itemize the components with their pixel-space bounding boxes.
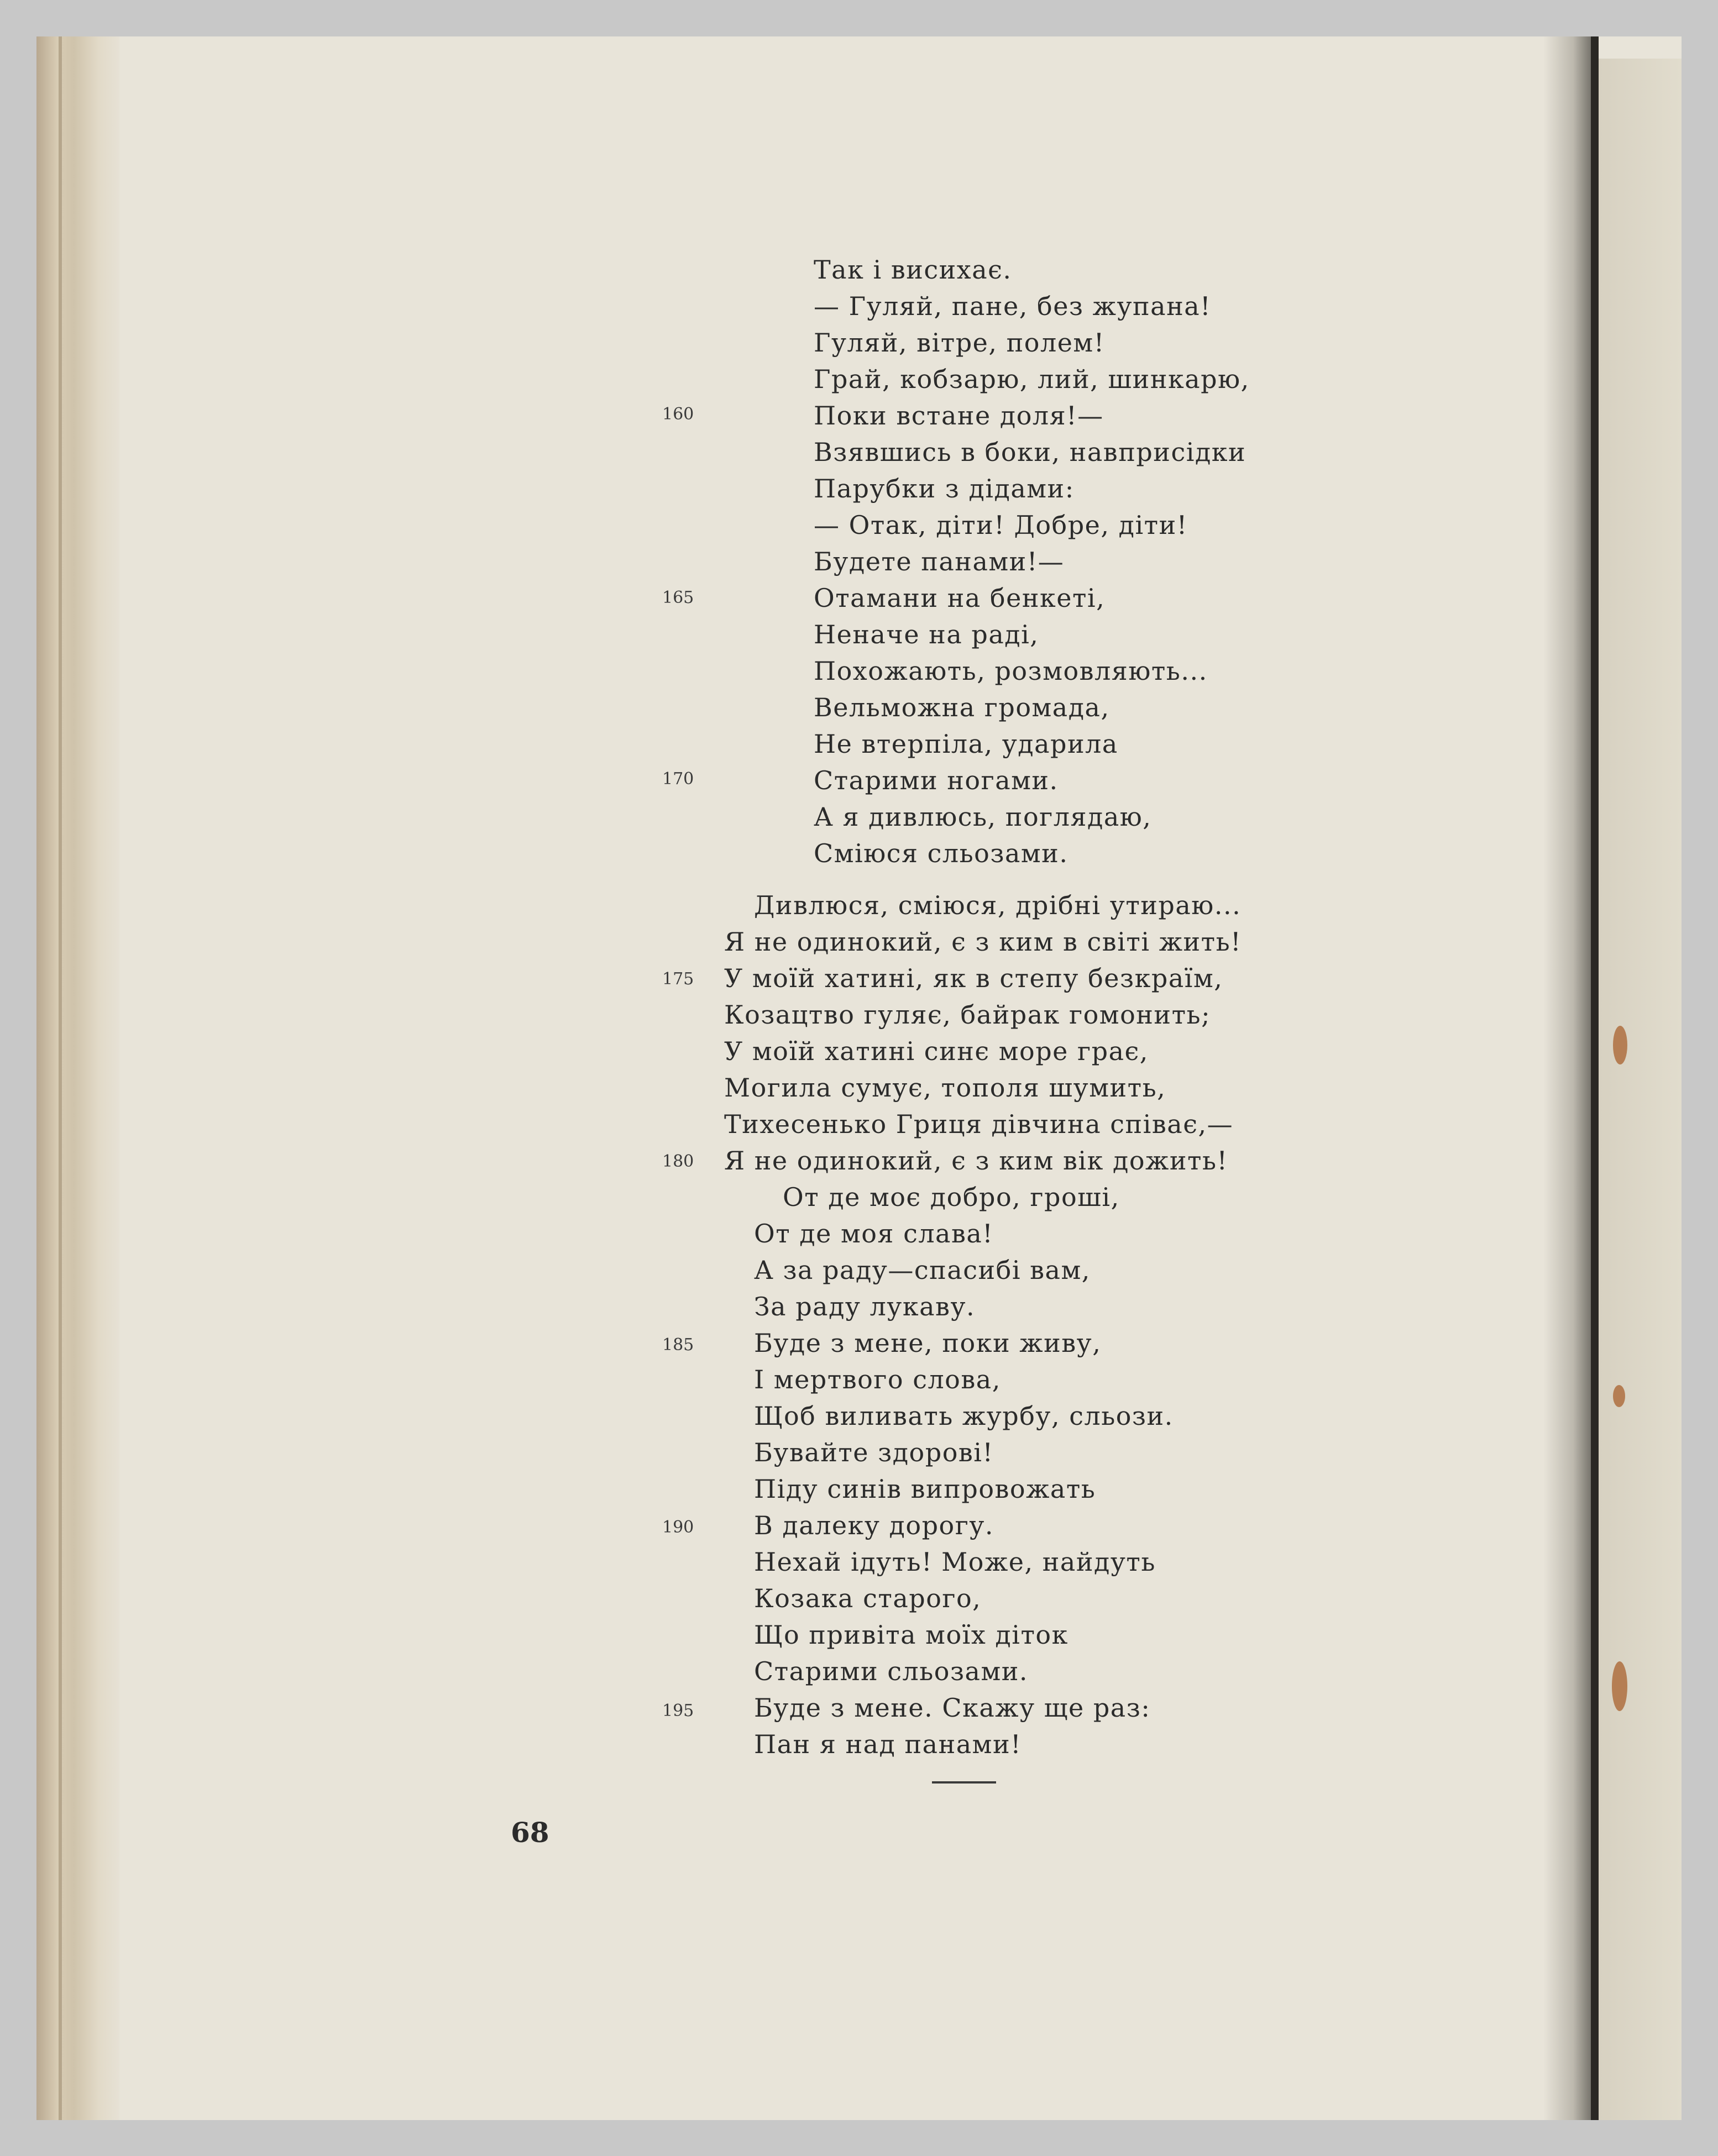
poem-line: Я не одинокий, є з ким в світі жить! bbox=[724, 927, 1242, 957]
poem-line: За раду лукаву. bbox=[754, 1292, 976, 1321]
poem-line: Поки встане доля!— bbox=[814, 401, 1104, 431]
poem-line: Щоб виливать журбу, сльози. bbox=[754, 1401, 1174, 1431]
stain-mark bbox=[1613, 1026, 1627, 1064]
poem-line: Парубки з дідами: bbox=[814, 474, 1075, 503]
poem-line: Дивлюся, сміюся, дрібні утираю... bbox=[754, 890, 1242, 920]
poem-line: Похожають, розмовляють... bbox=[814, 656, 1208, 686]
poem-line: Грай, кобзарю, лий, шинкарю, bbox=[814, 364, 1250, 394]
line-number: 160 bbox=[662, 405, 694, 424]
poem-line: У моїй хатині синє море грає, bbox=[724, 1036, 1149, 1066]
end-rule bbox=[932, 1781, 996, 1783]
poem-line: Козацтво гуляє, байрак гомонить; bbox=[724, 1000, 1211, 1030]
line-number: 170 bbox=[662, 769, 694, 789]
stain-mark bbox=[1612, 1661, 1627, 1711]
line-number: 185 bbox=[662, 1335, 694, 1355]
poem-line: Козака старого, bbox=[754, 1583, 982, 1613]
poem-line: В далеку дорогу. bbox=[754, 1510, 994, 1540]
poem-line: А я дивлюсь, поглядаю, bbox=[814, 802, 1152, 832]
poem-line: Будете панами!— bbox=[814, 547, 1065, 576]
line-number: 190 bbox=[662, 1518, 694, 1537]
facing-page-edge bbox=[1599, 59, 1682, 2120]
book-gutter bbox=[1591, 36, 1599, 2120]
poem-line: Я не одинокий, є з ким вік дожить! bbox=[724, 1146, 1228, 1176]
poem-line: Буде з мене. Скажу ще раз: bbox=[754, 1693, 1151, 1723]
poem-line: Старими ногами. bbox=[814, 765, 1059, 795]
poem-line: Взявшись в боки, навприсідки bbox=[814, 437, 1246, 467]
poem-line: От де моя слава! bbox=[754, 1219, 994, 1249]
poem-line: Могила сумує, тополя шумить, bbox=[724, 1073, 1166, 1103]
poem-line: Сміюся сльозами. bbox=[814, 838, 1068, 868]
poem-line: Вельможна громада, bbox=[814, 693, 1110, 722]
poem-line: Що привіта моїх діток bbox=[754, 1620, 1068, 1650]
page-number: 68 bbox=[511, 1816, 549, 1849]
poem-line: Так і висихає. bbox=[814, 255, 1012, 285]
spine-shadow bbox=[1543, 36, 1593, 2120]
poem-line: Піду синів випровожать bbox=[754, 1474, 1096, 1504]
poem-line: Отамани на бенкеті, bbox=[814, 583, 1106, 613]
poem-line: Нехай ідуть! Може, найдуть bbox=[754, 1547, 1156, 1577]
poem-line: У моїй хатині, як в степу безкраїм, bbox=[724, 963, 1223, 993]
stain-mark bbox=[1613, 1385, 1625, 1407]
poem-line: Гуляй, вітре, полем! bbox=[814, 328, 1105, 358]
poem-line: — Гуляй, пане, без жупана! bbox=[814, 291, 1212, 321]
book-edge-left bbox=[36, 36, 119, 2120]
poem-line: А за раду—спасибі вам, bbox=[754, 1255, 1091, 1285]
poem-line: Тихесенько Гриця дівчина співає,— bbox=[724, 1109, 1234, 1139]
line-number: 165 bbox=[662, 588, 694, 607]
poem-line: От де моє добро, гроші, bbox=[783, 1182, 1120, 1212]
poem-line: Не втерпіла, ударила bbox=[814, 729, 1118, 759]
poem-line: Бувайте здорові! bbox=[754, 1438, 994, 1467]
poem-line: Буде з мене, поки живу, bbox=[754, 1328, 1102, 1358]
poem-line: Старими сльозами. bbox=[754, 1656, 1029, 1686]
line-number: 195 bbox=[662, 1701, 694, 1720]
line-number: 175 bbox=[662, 969, 694, 989]
poem-line: Неначе на раді, bbox=[814, 620, 1039, 649]
line-number: 180 bbox=[662, 1152, 694, 1171]
poem-line: Пан я над панами! bbox=[754, 1729, 1022, 1759]
poem-line: — Отак, діти! Добре, діти! bbox=[814, 510, 1188, 540]
poem-line: І мертвого слова, bbox=[754, 1365, 1001, 1394]
